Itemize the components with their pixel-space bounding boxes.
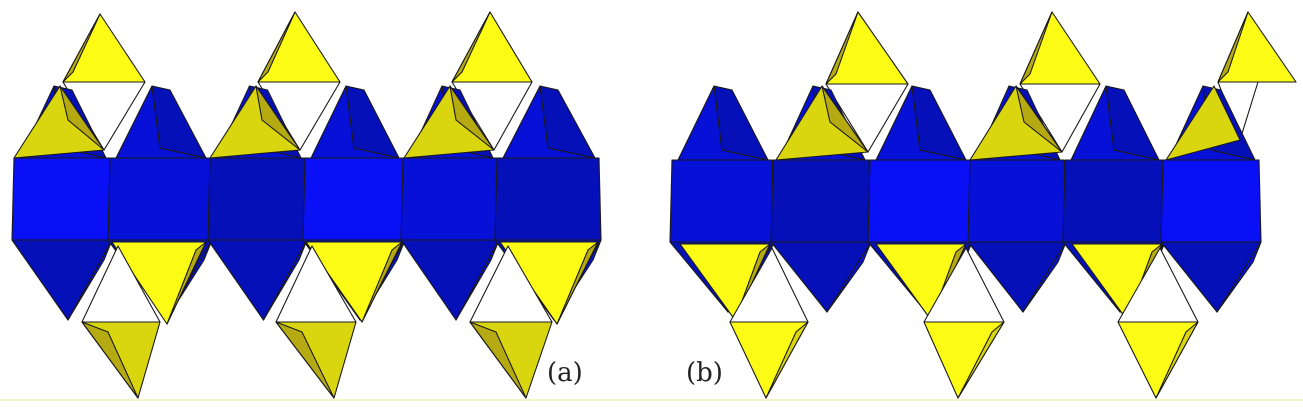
blue-octahedron-upper-side	[540, 86, 595, 158]
panel-b-label: (b)	[686, 358, 723, 388]
blue-octahedron-band	[12, 158, 112, 240]
blue-octahedron-band	[303, 158, 405, 240]
yellow-tetrahedron-up	[826, 12, 908, 84]
yellow-tetrahedron-up	[452, 12, 532, 82]
yellow-tetrahedron-up	[63, 14, 145, 82]
yellow-tetrahedron-up	[258, 12, 340, 82]
blue-octahedron-upper-side	[346, 86, 399, 158]
blue-octahedron-band	[1161, 160, 1261, 242]
blue-octahedron-band	[868, 160, 972, 242]
yellow-tetrahedron-up	[1218, 12, 1296, 82]
blue-octahedron-upper-side	[714, 86, 768, 160]
blue-octahedron-upper-side	[152, 86, 206, 158]
blue-octahedron-band	[108, 158, 212, 240]
blue-octahedron-band	[670, 160, 774, 242]
blue-octahedron-upper-side	[912, 86, 966, 160]
blue-octahedron-band	[208, 158, 307, 240]
panel-a-chain	[12, 12, 601, 398]
panel-b-chain	[670, 12, 1296, 398]
blue-octahedron-band	[771, 160, 871, 242]
yellow-tetrahedron-up	[1020, 12, 1100, 84]
bottom-rule	[0, 399, 1303, 401]
panel-a-label: (a)	[547, 358, 583, 388]
blue-octahedron-band	[968, 160, 1066, 242]
blue-octahedron-band	[1063, 160, 1165, 242]
blue-octahedron-upper-side	[1106, 86, 1159, 160]
blue-octahedron-band	[401, 158, 499, 240]
blue-octahedron-band	[495, 158, 601, 240]
